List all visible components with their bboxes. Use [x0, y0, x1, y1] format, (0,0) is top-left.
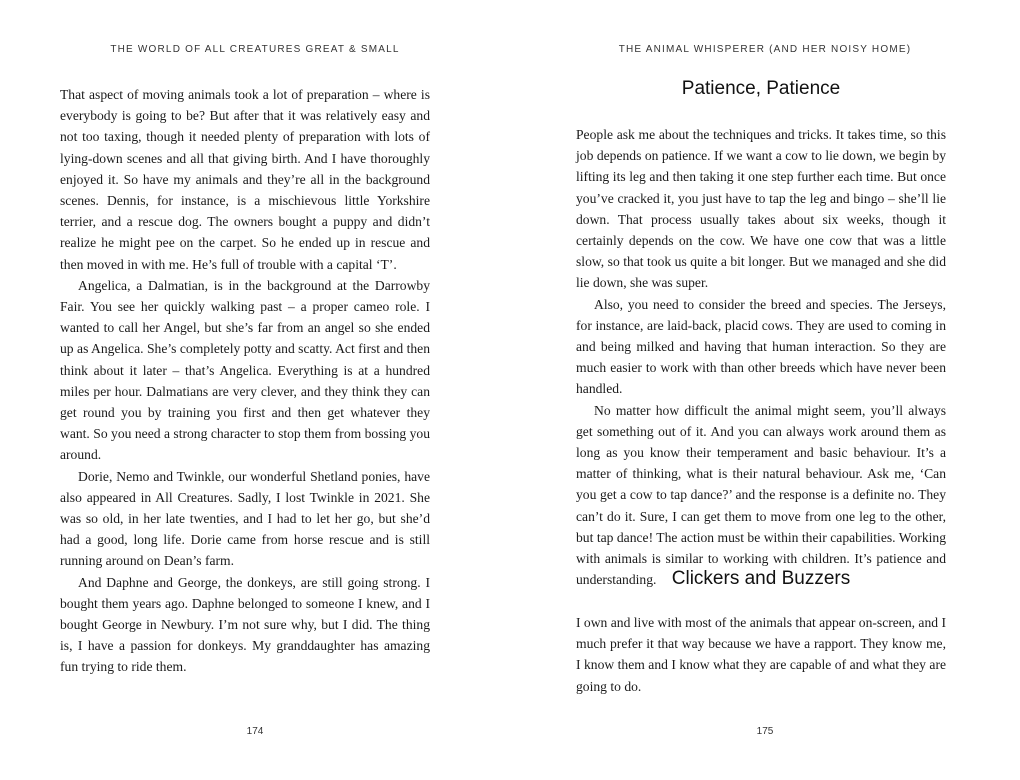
- running-head-right: THE ANIMAL WHISPERER (AND HER NOISY HOME): [618, 44, 912, 55]
- page-number-right: 175: [756, 726, 774, 737]
- paragraph: Also, you need to consider the breed and species. The Jerseys, for instance, are laid-back, placid cows. They are used to coming in and being milked and having that human interaction. So they are much easier to work with than other breeds which have never been handled.: [576, 296, 946, 397]
- section-clickers-text: [576, 612, 946, 697]
- right-page: [510, 0, 1020, 780]
- paragraph: Dorie, Nemo and Twinkle, our wonderful Shetland ponies, have also appeared in All Creatures. Sadly, I lost Twinkle in 2021. She was so old, in her late twenties, and I had to let her go, but she’d had a good, long life. Dorie came from horse rescue and is still running around on Dean’s farm.: [60, 468, 430, 569]
- section-patience-text: [576, 124, 946, 590]
- left-body-text: [60, 84, 430, 678]
- page-number-left: 174: [246, 726, 264, 737]
- paragraph: That aspect of moving animals took a lot of preparation – where is everybody is going to be? But after that it was relatively easy and not too taxing, though it needed plenty of preparation with lots of lying-down scenes and all that giving birth. And I have thoroughly enjoyed it. So have my animals and they’re all in the background scenes. Dennis, for instance, is a mischievous little Yorkshire terrier, and a rescue dog. The owners bought a puppy and didn’t realize he might pee on the carpet. So he ended up in rescue and then moved in with me. He’s full of trouble with a capital ‘T’.: [60, 87, 430, 272]
- paragraph: And Daphne and George, the donkeys, are still going strong. I bought them years ago. Daphne belonged to someone I knew, and I bought George in Newbury. I’m not sure why, but I did. The thing is, I have a passion for donkeys. My granddaughter has amazing fun trying to ride them.: [60, 574, 430, 675]
- paragraph: No matter how difficult the animal might seem, you’ll always get something out of it. And you can always work around them as long as you know their temperament and basic behaviour. It’s a matter of thinking, what is their natural behaviour. Ask me, ‘Can you get a cow to tap dance?’ and the response is a definite no. They can’t do it. Sure, I can get them to move from one leg to the other, but tap dance! The action must be within their capabilities. Working with animals is similar to working with children. It’s patience and understanding.: [576, 402, 946, 588]
- paragraph: People ask me about the techniques and tricks. It takes time, so this job depends on patience. If we want a cow to lie down, we begin by lifting its leg and then taking it one step further each time. But once you’ve cracked it, you just have to tap the leg and bingo – she’ll lie down. That process usually takes about six weeks, though it certainly depends on the cow. We have one cow that was a little slow, so that took us quite a bit longer. But we managed and she did lie down, she was super.: [576, 127, 946, 291]
- running-head-left: THE WORLD OF ALL CREATURES GREAT & SMALL: [110, 44, 400, 55]
- paragraph: Angelica, a Dalmatian, is in the background at the Darrowby Fair. You see her quickly walking past – a proper cameo role. I wanted to call her Angel, but she’s far from an angel so she ended up as Angelica. She’s completely potty and scatty. Act first and then think about it later – that’s Angelica. Everything is at a hundred miles per hour. Dalmatians are very clever, and they think they can get round you by training you first and then get whatever they want. So you need a strong character to stop them from bossing you around.: [60, 277, 430, 463]
- paragraph: I own and live with most of the animals that appear on-screen, and I much prefer it that way because we have a rapport. They know me, I know them and I know what they are capable of and what they are going to do.: [576, 615, 946, 694]
- section-heading-patience: Patience, Patience: [681, 78, 841, 99]
- section-heading-clickers: Clickers and Buzzers: [671, 568, 851, 589]
